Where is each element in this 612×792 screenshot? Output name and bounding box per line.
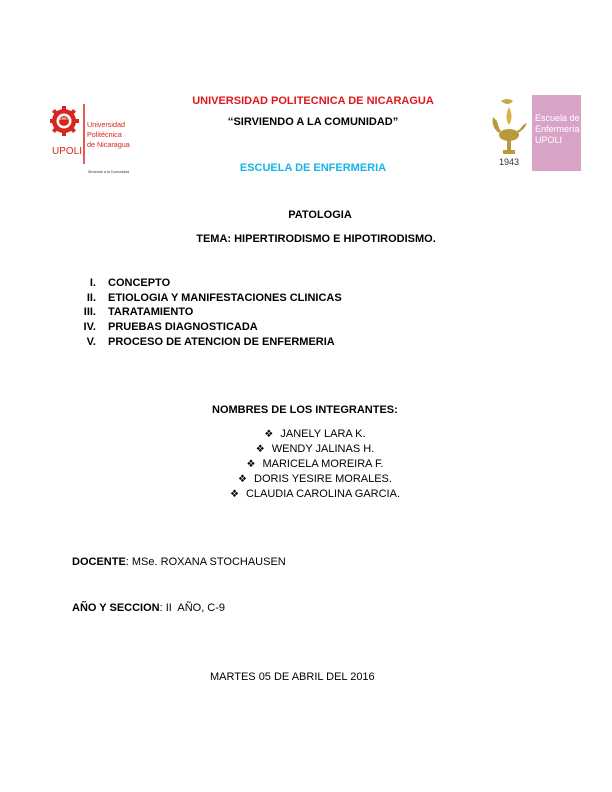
lamp-emblem-icon: [487, 95, 581, 171]
teacher-label: DOCENTE: [72, 556, 126, 568]
list-item: [0, 428, 612, 441]
list-item: [0, 488, 612, 501]
list-item: [0, 458, 612, 471]
upoli-abbr: UPOLI: [52, 146, 83, 157]
list-item: [0, 443, 612, 456]
toc-item: [60, 292, 342, 305]
toc-label: TARATAMIENTO: [108, 306, 194, 318]
section-value: : II AÑO, C-9: [159, 602, 226, 614]
member-name: CLAUDIA CAROLINA GARCIA.: [245, 488, 400, 500]
toc-num: III.: [83, 306, 96, 318]
upoli-name-line2: Politécnica: [87, 130, 122, 139]
diamond-bullet-icon: ❖: [229, 489, 239, 500]
toc-label: CONCEPTO: [108, 277, 171, 289]
upoli-year: 1967: [58, 116, 70, 121]
toc-label: ETIOLOGIA Y MANIFESTACIONES CLINICAS: [108, 292, 342, 304]
member-name: JANELY LARA K.: [280, 428, 366, 440]
upoli-name-line1: Universidad: [87, 120, 125, 129]
section-label: AÑO Y SECCION: [72, 602, 160, 614]
subject-title: PATOLOGIA: [288, 209, 352, 221]
university-name: UNIVERSIDAD POLITECNICA DE NICARAGUA: [192, 95, 434, 107]
toc-label: PROCESO DE ATENCION DE ENFERMERIA: [108, 336, 335, 348]
diamond-bullet-icon: ❖: [238, 474, 247, 485]
member-name: WENDY JALINAS H.: [271, 443, 375, 455]
toc-num: I.: [89, 277, 96, 289]
diamond-bullet-icon: ❖: [246, 459, 256, 470]
toc-label: PRUEBAS DIAGNOSTICADA: [108, 321, 258, 333]
upoli-logo: [50, 100, 140, 178]
upoli-name-line3: de Nicaragua: [87, 140, 130, 149]
teacher-value: : MSe. ROXANA STOCHAUSEN: [125, 556, 286, 568]
document-date: MARTES 05 DE ABRIL DEL 2016: [210, 671, 375, 683]
nursing-year: 1943: [499, 157, 520, 167]
topic-title: TEMA: HIPERTIRODISMO E HIPOTIRODISMO.: [196, 233, 436, 245]
section-line: [72, 602, 225, 615]
diamond-bullet-icon: ❖: [255, 444, 265, 455]
toc-item: [60, 321, 258, 334]
nursing-line2: Enfermería: [535, 124, 580, 134]
toc-item: [60, 306, 194, 319]
school-name: ESCUELA DE ENFERMERIA: [239, 162, 387, 174]
nursing-school-logo: [487, 95, 581, 171]
toc-num: V.: [86, 336, 96, 348]
nursing-line1: Escuela de: [535, 113, 580, 123]
member-name: DORIS YESIRE MORALES.: [254, 473, 392, 485]
university-motto: ‘‘SIRVIENDO A LA COMUNIDAD”: [227, 116, 399, 128]
member-name: MARICELA MOREIRA F.: [262, 458, 384, 470]
diamond-bullet-icon: ❖: [264, 429, 274, 440]
toc-item: [60, 336, 335, 349]
toc-num: II.: [86, 292, 96, 304]
nursing-line3: UPOLI: [535, 135, 563, 145]
toc-item: [60, 277, 171, 290]
toc-num: IV.: [83, 321, 96, 333]
list-item: [0, 473, 612, 486]
teacher-line: [72, 556, 286, 569]
upoli-tagline: Sirviendo a la Comunidad: [88, 170, 130, 174]
upoli-emblem-icon: [50, 100, 140, 178]
members-heading: NOMBRES DE LOS INTEGRANTES:: [212, 404, 398, 416]
